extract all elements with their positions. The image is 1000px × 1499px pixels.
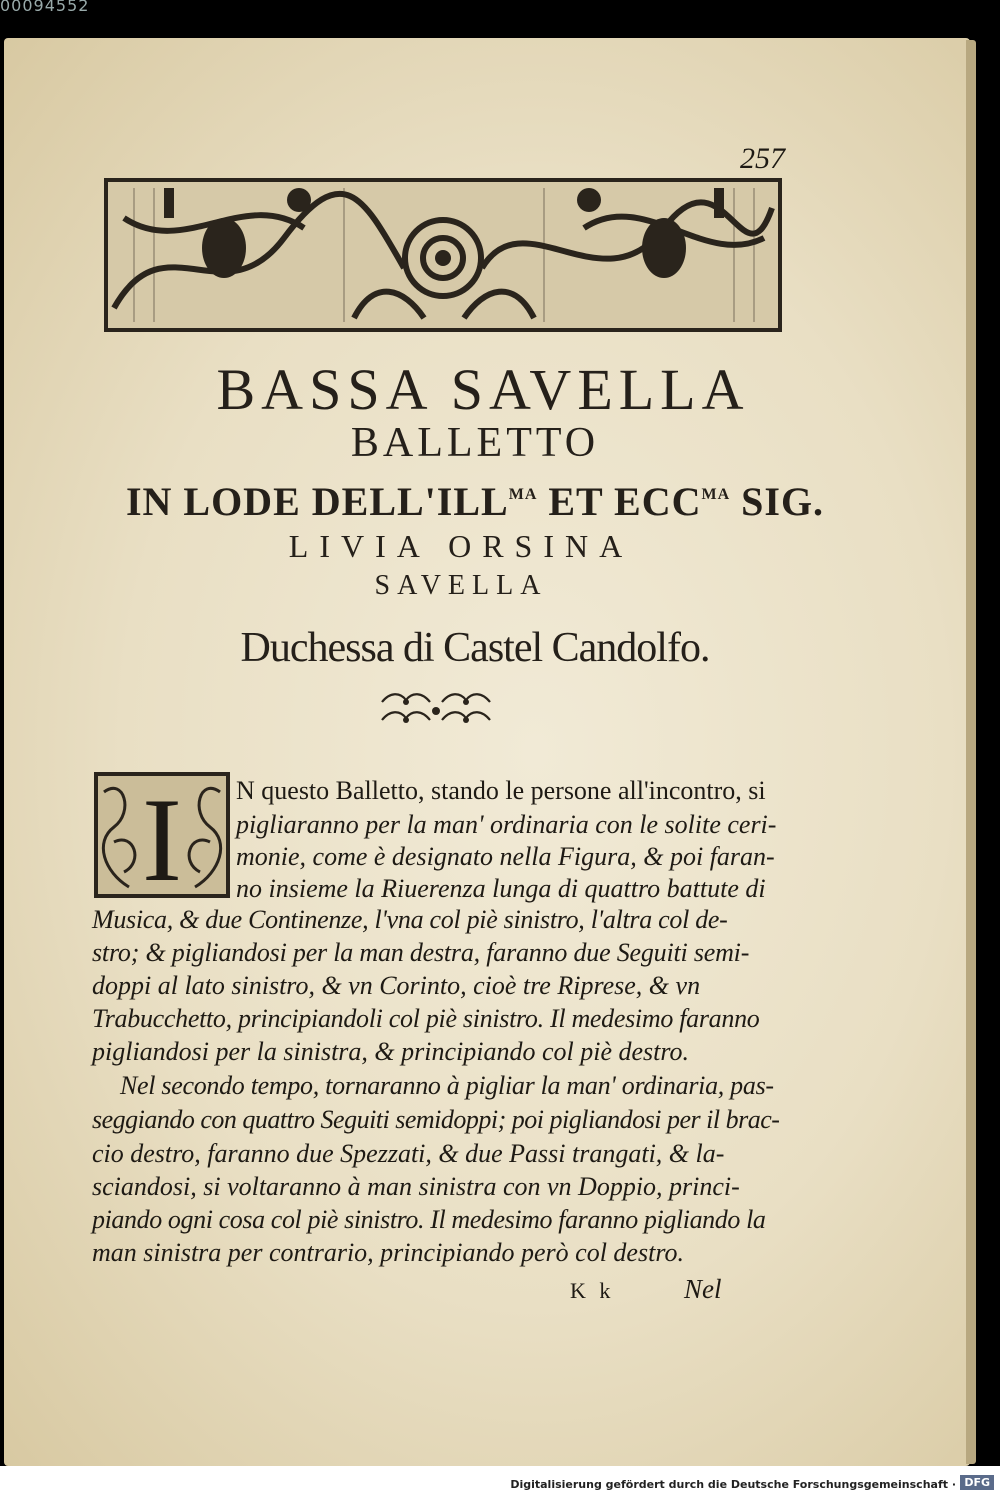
body-line-13: sciandosi, si voltaranno à man sinistra con vn Doppio, princi- xyxy=(92,1172,740,1201)
catchword: Nel xyxy=(684,1274,722,1304)
title-livia-orsina: LIVIA ORSINA xyxy=(288,528,634,564)
title-balletto: BALLETTO xyxy=(350,420,600,466)
body-line-12: cio destro, faranno due Spezzati, & due Passi trangati, & la- xyxy=(92,1139,725,1168)
ornamental-headpiece xyxy=(104,178,782,332)
title-bassa-savella: BASSA SAVELLA xyxy=(216,357,750,422)
body-line-6: stro; & pigliandosi per la man destra, faranno due Seguiti semi- xyxy=(92,938,750,967)
body-line-10: Nel secondo tempo, tornaranno à pigliar la man' ordinaria, pas- xyxy=(120,1071,774,1100)
dedication-sup-2: MA xyxy=(701,486,731,503)
body-line-3: monie, come è designato nella Figura, & poi faran- xyxy=(236,842,775,871)
body-line-11: seggiando con quattro Seguiti semidoppi; poi pigliandosi per il brac- xyxy=(92,1105,780,1134)
dedication-sup-1: MA xyxy=(508,486,538,503)
body-line-1 xyxy=(236,776,766,806)
title-savella: SAVELLA xyxy=(374,570,548,601)
body-line-7: doppi al lato sinistro, & vn Corinto, cioè tre Riprese, & vn xyxy=(92,971,701,1000)
page-number: 257 xyxy=(740,142,785,175)
body-line-5: Musica, & due Continenze, l'vna col piè sinistro, l'altra col de- xyxy=(92,905,728,934)
dedication-part-3: SIG. xyxy=(730,479,825,524)
fleuron-ornament xyxy=(378,690,494,730)
body-line-15: man sinistra per contrario, principiando però col destro. xyxy=(92,1238,684,1267)
body-line-8: Trabucchetto, principiandoli col piè sinistro. Il medesimo faranno xyxy=(92,1004,760,1033)
initial-letter: I xyxy=(142,773,182,898)
body-line-2: pigliaranno per la man' ordinaria con le solite ceri- xyxy=(236,810,777,839)
body-line-9: pigliandosi per la sinistra, & principiando col piè destro. xyxy=(92,1037,690,1066)
dedication-part-1: IN LODE DELL'ILL xyxy=(125,479,509,524)
signature-mark: K k xyxy=(570,1278,615,1303)
body-line-1-text: N questo Balletto, stando le persone all'incontro, si xyxy=(236,776,766,805)
body-line-4: no insieme la Riuerenza lunga di quattro battute di xyxy=(236,874,766,903)
title-dedication xyxy=(0,478,958,525)
scan-identifier: 00094552 xyxy=(0,0,90,15)
dedication-part-2: ET ECC xyxy=(537,479,702,524)
body-line-14: piando ogni cosa col piè sinistro. Il medesimo faranno pigliando la xyxy=(92,1205,766,1234)
page-edge xyxy=(966,40,976,1464)
funding-notice: Digitalisierung gefördert durch die Deutsche Forschungsgemeinschaft · xyxy=(510,1478,956,1491)
title-duchessa: Duchessa di Castel Candolfo. xyxy=(240,625,710,671)
dfg-logo: DFG xyxy=(960,1475,994,1490)
decorated-initial-i-icon xyxy=(94,772,230,898)
